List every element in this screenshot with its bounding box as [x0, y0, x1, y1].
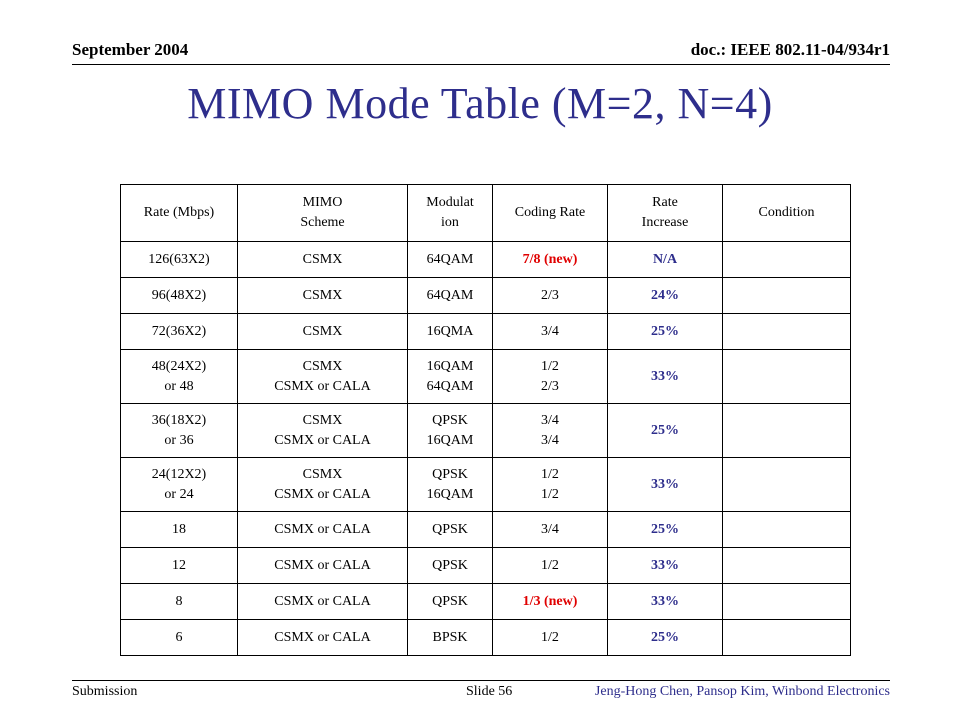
cell-modulation: BPSK: [408, 620, 493, 656]
table-row: [121, 512, 851, 548]
cell-scheme: CSMX: [238, 242, 408, 278]
cell-coding-line2: 1/2: [541, 486, 559, 502]
cell-condition: [723, 278, 851, 314]
cell-coding-rate: 3/4: [493, 512, 608, 548]
cell-rate-line2: or 48: [164, 378, 194, 394]
cell-rate-increase: 24%: [608, 278, 723, 314]
cell-mod-line2: 16QAM: [426, 486, 474, 502]
cell-coding-rate: 7/8 (new): [493, 242, 608, 278]
footer-divider: [72, 680, 890, 681]
cell-coding-line1: 3/4: [541, 412, 559, 428]
cell-scheme-line1: CSMX: [302, 466, 343, 482]
cell-rate-line1: 24(12X2): [151, 466, 207, 482]
cell-condition: [723, 584, 851, 620]
footer-submission: Submission: [72, 684, 138, 699]
cell-scheme-line1: CSMX: [302, 358, 343, 374]
header-increase-line2: Increase: [641, 215, 689, 230]
slide-title: MIMO Mode Table (M=2, N=4): [187, 79, 773, 128]
cell-modulation: QPSK: [408, 512, 493, 548]
header-date: September 2004: [72, 40, 189, 59]
cell-rate-increase: 33%: [608, 458, 723, 512]
cell-scheme: [238, 404, 408, 458]
table-row: [121, 458, 851, 512]
cell-scheme: [238, 458, 408, 512]
cell-rate: [121, 350, 238, 404]
cell-modulation: 64QAM: [408, 242, 493, 278]
cell-mod-line1: 16QAM: [426, 358, 474, 374]
cell-rate-line2: or 24: [164, 486, 194, 502]
cell-condition: [723, 242, 851, 278]
cell-mod-line1: QPSK: [432, 412, 468, 428]
table-row: [121, 548, 851, 584]
header-increase-line1: Rate: [652, 195, 678, 210]
cell-rate: 126(63X2): [121, 242, 238, 278]
cell-rate: 12: [121, 548, 238, 584]
table-header-row: [121, 185, 851, 242]
cell-coding-rate: 2/3: [493, 278, 608, 314]
cell-coding-line1: 1/2: [541, 358, 559, 374]
header-modulation: [408, 185, 493, 242]
header-rate-increase: [608, 185, 723, 242]
cell-condition: [723, 548, 851, 584]
cell-condition: [723, 314, 851, 350]
footer-slide-number: Slide 56: [466, 684, 513, 699]
header-mimo-line2: Scheme: [300, 215, 345, 230]
cell-scheme-line2: CSMX or CALA: [274, 486, 371, 502]
table-row: [121, 242, 851, 278]
header-rate: Rate (Mbps): [121, 185, 238, 242]
header-mimo-line1: MIMO: [302, 195, 343, 210]
cell-scheme-line1: CSMX: [302, 412, 343, 428]
cell-rate-line1: 36(18X2): [151, 412, 207, 428]
table-row: [121, 404, 851, 458]
cell-rate-increase: 25%: [608, 620, 723, 656]
cell-coding-rate: [493, 458, 608, 512]
cell-modulation: QPSK: [408, 548, 493, 584]
cell-scheme-line2: CSMX or CALA: [274, 432, 371, 448]
table-row: [121, 584, 851, 620]
cell-modulation: [408, 350, 493, 404]
cell-rate-increase: 25%: [608, 512, 723, 548]
cell-coding-rate: [493, 404, 608, 458]
cell-coding-rate: [493, 350, 608, 404]
cell-rate: 96(48X2): [121, 278, 238, 314]
cell-rate-increase: 25%: [608, 314, 723, 350]
cell-scheme-line2: CSMX or CALA: [274, 378, 371, 394]
header-divider: [72, 64, 890, 65]
header-mimo-scheme: [238, 185, 408, 242]
cell-rate-line1: 48(24X2): [151, 358, 207, 374]
header-condition: Condition: [723, 185, 851, 242]
cell-mod-line2: 64QAM: [426, 378, 474, 394]
cell-rate: [121, 404, 238, 458]
cell-rate-increase: 33%: [608, 350, 723, 404]
cell-scheme: CSMX: [238, 278, 408, 314]
cell-rate: 72(36X2): [121, 314, 238, 350]
cell-coding-line1: 1/2: [541, 466, 559, 482]
cell-coding-rate: 1/2: [493, 548, 608, 584]
cell-coding-line2: 2/3: [541, 378, 559, 394]
header-mod-line2: ion: [441, 215, 459, 230]
cell-rate: [121, 458, 238, 512]
cell-condition: [723, 350, 851, 404]
cell-coding-rate: 1/3 (new): [493, 584, 608, 620]
cell-rate-increase: N/A: [608, 242, 723, 278]
cell-scheme: CSMX or CALA: [238, 548, 408, 584]
cell-rate-increase: 33%: [608, 548, 723, 584]
cell-rate: 18: [121, 512, 238, 548]
table-row: [121, 278, 851, 314]
cell-rate: 6: [121, 620, 238, 656]
cell-rate-line2: or 36: [164, 432, 194, 448]
cell-mod-line1: QPSK: [432, 466, 468, 482]
cell-coding-rate: 3/4: [493, 314, 608, 350]
table-row: [121, 620, 851, 656]
cell-coding-rate: 1/2: [493, 620, 608, 656]
cell-modulation: [408, 458, 493, 512]
table-row: [121, 314, 851, 350]
cell-modulation: QPSK: [408, 584, 493, 620]
mimo-mode-table: [120, 184, 851, 656]
cell-modulation: 64QAM: [408, 278, 493, 314]
cell-condition: [723, 620, 851, 656]
cell-scheme: CSMX or CALA: [238, 584, 408, 620]
cell-scheme: CSMX or CALA: [238, 512, 408, 548]
cell-rate-increase: 25%: [608, 404, 723, 458]
footer-authors: Jeng-Hong Chen, Pansop Kim, Winbond Electronics: [594, 684, 890, 699]
cell-coding-line2: 3/4: [541, 432, 559, 448]
cell-mod-line2: 16QAM: [426, 432, 474, 448]
cell-condition: [723, 512, 851, 548]
header-doc-id: doc.: IEEE 802.11-04/934r1: [690, 40, 890, 59]
cell-modulation: 16QMA: [408, 314, 493, 350]
cell-modulation: [408, 404, 493, 458]
table-row: [121, 350, 851, 404]
header-mod-line1: Modulat: [426, 195, 474, 210]
cell-rate: 8: [121, 584, 238, 620]
cell-condition: [723, 404, 851, 458]
cell-rate-increase: 33%: [608, 584, 723, 620]
header-coding-rate: Coding Rate: [493, 185, 608, 242]
cell-scheme: [238, 350, 408, 404]
cell-condition: [723, 458, 851, 512]
cell-scheme: CSMX or CALA: [238, 620, 408, 656]
cell-scheme: CSMX: [238, 314, 408, 350]
